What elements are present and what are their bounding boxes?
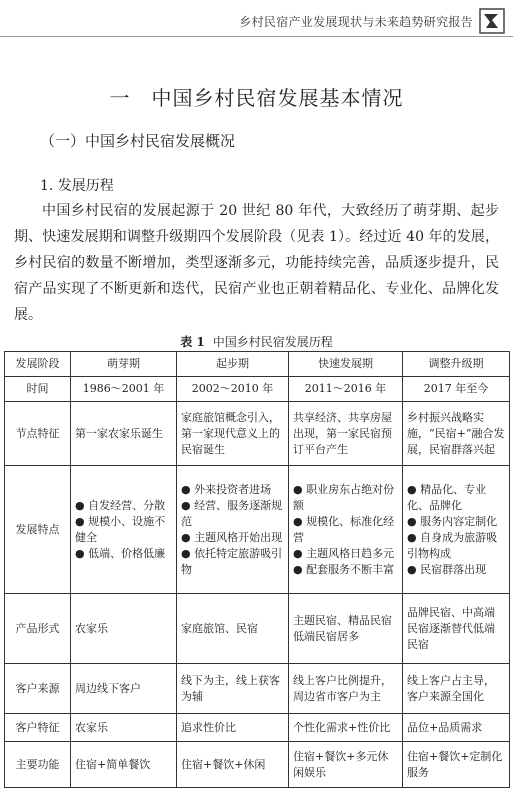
table-cell xyxy=(71,466,177,594)
table-header-row xyxy=(5,352,510,377)
cell-line: ● 职业房东占绝对份额 xyxy=(293,482,395,512)
cell-line: 主题民宿、精品民宿低端民宿居多 xyxy=(293,613,392,643)
cell-line: ● 精品化、专业化、品牌化 xyxy=(407,482,487,512)
table-body xyxy=(5,402,510,788)
table-row xyxy=(5,594,510,664)
cell-line: 乡村振兴战略实施，“民宿+”融合发展，民宿群落兴起 xyxy=(407,410,505,456)
cell-line: 线下为主，线上获客为辅 xyxy=(181,673,280,703)
table-cell xyxy=(177,594,289,664)
cell-line: ● 主题风格日趋多元 xyxy=(293,546,395,560)
row-label-cell: 产品形式 xyxy=(5,594,71,664)
time-cell: 2017 年至今 xyxy=(403,377,510,402)
table-cell xyxy=(177,742,289,788)
stage-header: 快速发展期 xyxy=(289,352,403,377)
cell-line: 住宿+餐饮+定制化服务 xyxy=(407,749,503,779)
table-cell xyxy=(403,664,510,714)
table-caption-label: 表 1 xyxy=(180,335,205,349)
book-corner-logo-icon xyxy=(479,8,505,34)
subsubsection-title: 1. 发展历程 xyxy=(40,178,114,194)
table-row xyxy=(5,742,510,788)
cell-line: ● 经营、服务逐渐规范 xyxy=(181,498,283,528)
cell-line: 追求性价比 xyxy=(181,720,236,734)
cell-line: ● 规模小、设施不健全 xyxy=(75,514,166,544)
table-row xyxy=(5,714,510,742)
table-cell xyxy=(403,402,510,466)
cell-line: 家庭旅馆、民宿 xyxy=(181,621,258,635)
cell-line: ● 民宿群落出现 xyxy=(407,562,487,576)
cell-line: ● 依托特定旅游吸引物 xyxy=(181,546,283,576)
stage-header: 调整升级期 xyxy=(403,352,510,377)
time-cell: 2002～2010 年 xyxy=(177,377,289,402)
table-caption xyxy=(0,333,513,350)
table-cell xyxy=(403,594,510,664)
body-paragraph: 中国乡村民宿的发展起源于 20 世纪 80 年代，大致经历了萌芽期、起步期、快速发展期和调整升级期四个发展阶段（见表 1）。经过近 40 年的发展，乡村民宿的数量不断增加，类型逐渐多元，功能持续完善，品质逐步提升，民宿产品实现了不断更新和迭代，民宿产业也正朝着精品化、专业化、品牌化发展。 xyxy=(14,203,499,323)
subsection-title: （一）中国乡村民宿发展概况 xyxy=(40,132,236,150)
cell-line: 线上客户占主导，客户来源全国化 xyxy=(407,673,495,703)
table-cell xyxy=(289,594,403,664)
table-row xyxy=(5,402,510,466)
section-title: 一 中国乡村民宿发展基本情况 xyxy=(109,86,404,110)
time-cell: 1986～2001 年 xyxy=(71,377,177,402)
cell-line: ● 低端、价格低廉 xyxy=(75,546,166,560)
cell-line: 住宿+餐饮+休闲 xyxy=(181,757,266,771)
cell-line: 农家乐 xyxy=(75,621,108,635)
cell-line: 住宿+餐饮+多元休闲娱乐 xyxy=(293,749,389,779)
table-cell xyxy=(71,664,177,714)
table-cell xyxy=(177,664,289,714)
cell-line: ● 自发经营、分散 xyxy=(75,498,166,512)
table-cell xyxy=(403,742,510,788)
table-cell xyxy=(289,402,403,466)
table-cell xyxy=(71,402,177,466)
row-label-cell: 节点特征 xyxy=(5,402,71,466)
cell-line: ● 外来投资者进场 xyxy=(181,482,272,496)
table-cell xyxy=(177,402,289,466)
row-label-cell: 主要功能 xyxy=(5,742,71,788)
cell-line: ● 配套服务不断丰富 xyxy=(293,562,395,576)
cell-line: 共享经济、共享房屋出现，第一家民宿预订平台产生 xyxy=(293,410,392,456)
cell-line: 个性化需求+性价比 xyxy=(293,720,391,734)
time-cell: 2011～2016 年 xyxy=(289,377,403,402)
cell-line: 第一家农家乐诞生 xyxy=(75,426,163,440)
table-time-row xyxy=(5,377,510,402)
table-cell xyxy=(289,466,403,594)
table-cell xyxy=(71,594,177,664)
table-cell xyxy=(289,664,403,714)
row-label-cell: 客户来源 xyxy=(5,664,71,714)
table-corner-cell: 发展阶段 xyxy=(5,352,71,377)
cell-line: 住宿+简单餐饮 xyxy=(75,757,151,771)
cell-line: 品牌民宿、中高端民宿逐渐替代低端民宿 xyxy=(407,605,495,651)
table-cell xyxy=(177,466,289,594)
table-cell xyxy=(403,714,510,742)
cell-line: ● 规模化、标准化经营 xyxy=(293,514,395,544)
table-cell xyxy=(71,742,177,788)
table-row xyxy=(5,664,510,714)
cell-line: ● 自身成为旅游吸引物构成 xyxy=(407,530,498,560)
table-cell xyxy=(71,714,177,742)
table-cell xyxy=(403,466,510,594)
cell-line: 家庭旅馆概念引入，第一家现代意义上的民宿诞生 xyxy=(181,410,280,456)
cell-line: 品位+品质需求 xyxy=(407,720,483,734)
stage-header: 萌芽期 xyxy=(71,352,177,377)
cell-line: ● 服务内容定制化 xyxy=(407,514,498,528)
cell-line: ● 主题风格开始出现 xyxy=(181,530,283,544)
cell-line: 农家乐 xyxy=(75,720,108,734)
row-label-cell: 客户特征 xyxy=(5,714,71,742)
cell-line: 周边线下客户 xyxy=(75,681,141,695)
running-header-title: 乡村民宿产业发展现状与未来趋势研究报告 xyxy=(239,15,473,29)
table-cell xyxy=(289,714,403,742)
stage-header: 起步期 xyxy=(177,352,289,377)
running-header xyxy=(0,8,513,38)
development-table xyxy=(4,351,510,788)
header-rule xyxy=(0,36,513,37)
table-caption-title: 中国乡村民宿发展历程 xyxy=(212,335,333,349)
time-label-cell: 时间 xyxy=(5,377,71,402)
row-label-cell: 发展特点 xyxy=(5,466,71,594)
cell-line: 线上客户比例提升，周边省市客户为主 xyxy=(293,673,392,703)
table-cell xyxy=(177,714,289,742)
table-row xyxy=(5,466,510,594)
table-cell xyxy=(289,742,403,788)
